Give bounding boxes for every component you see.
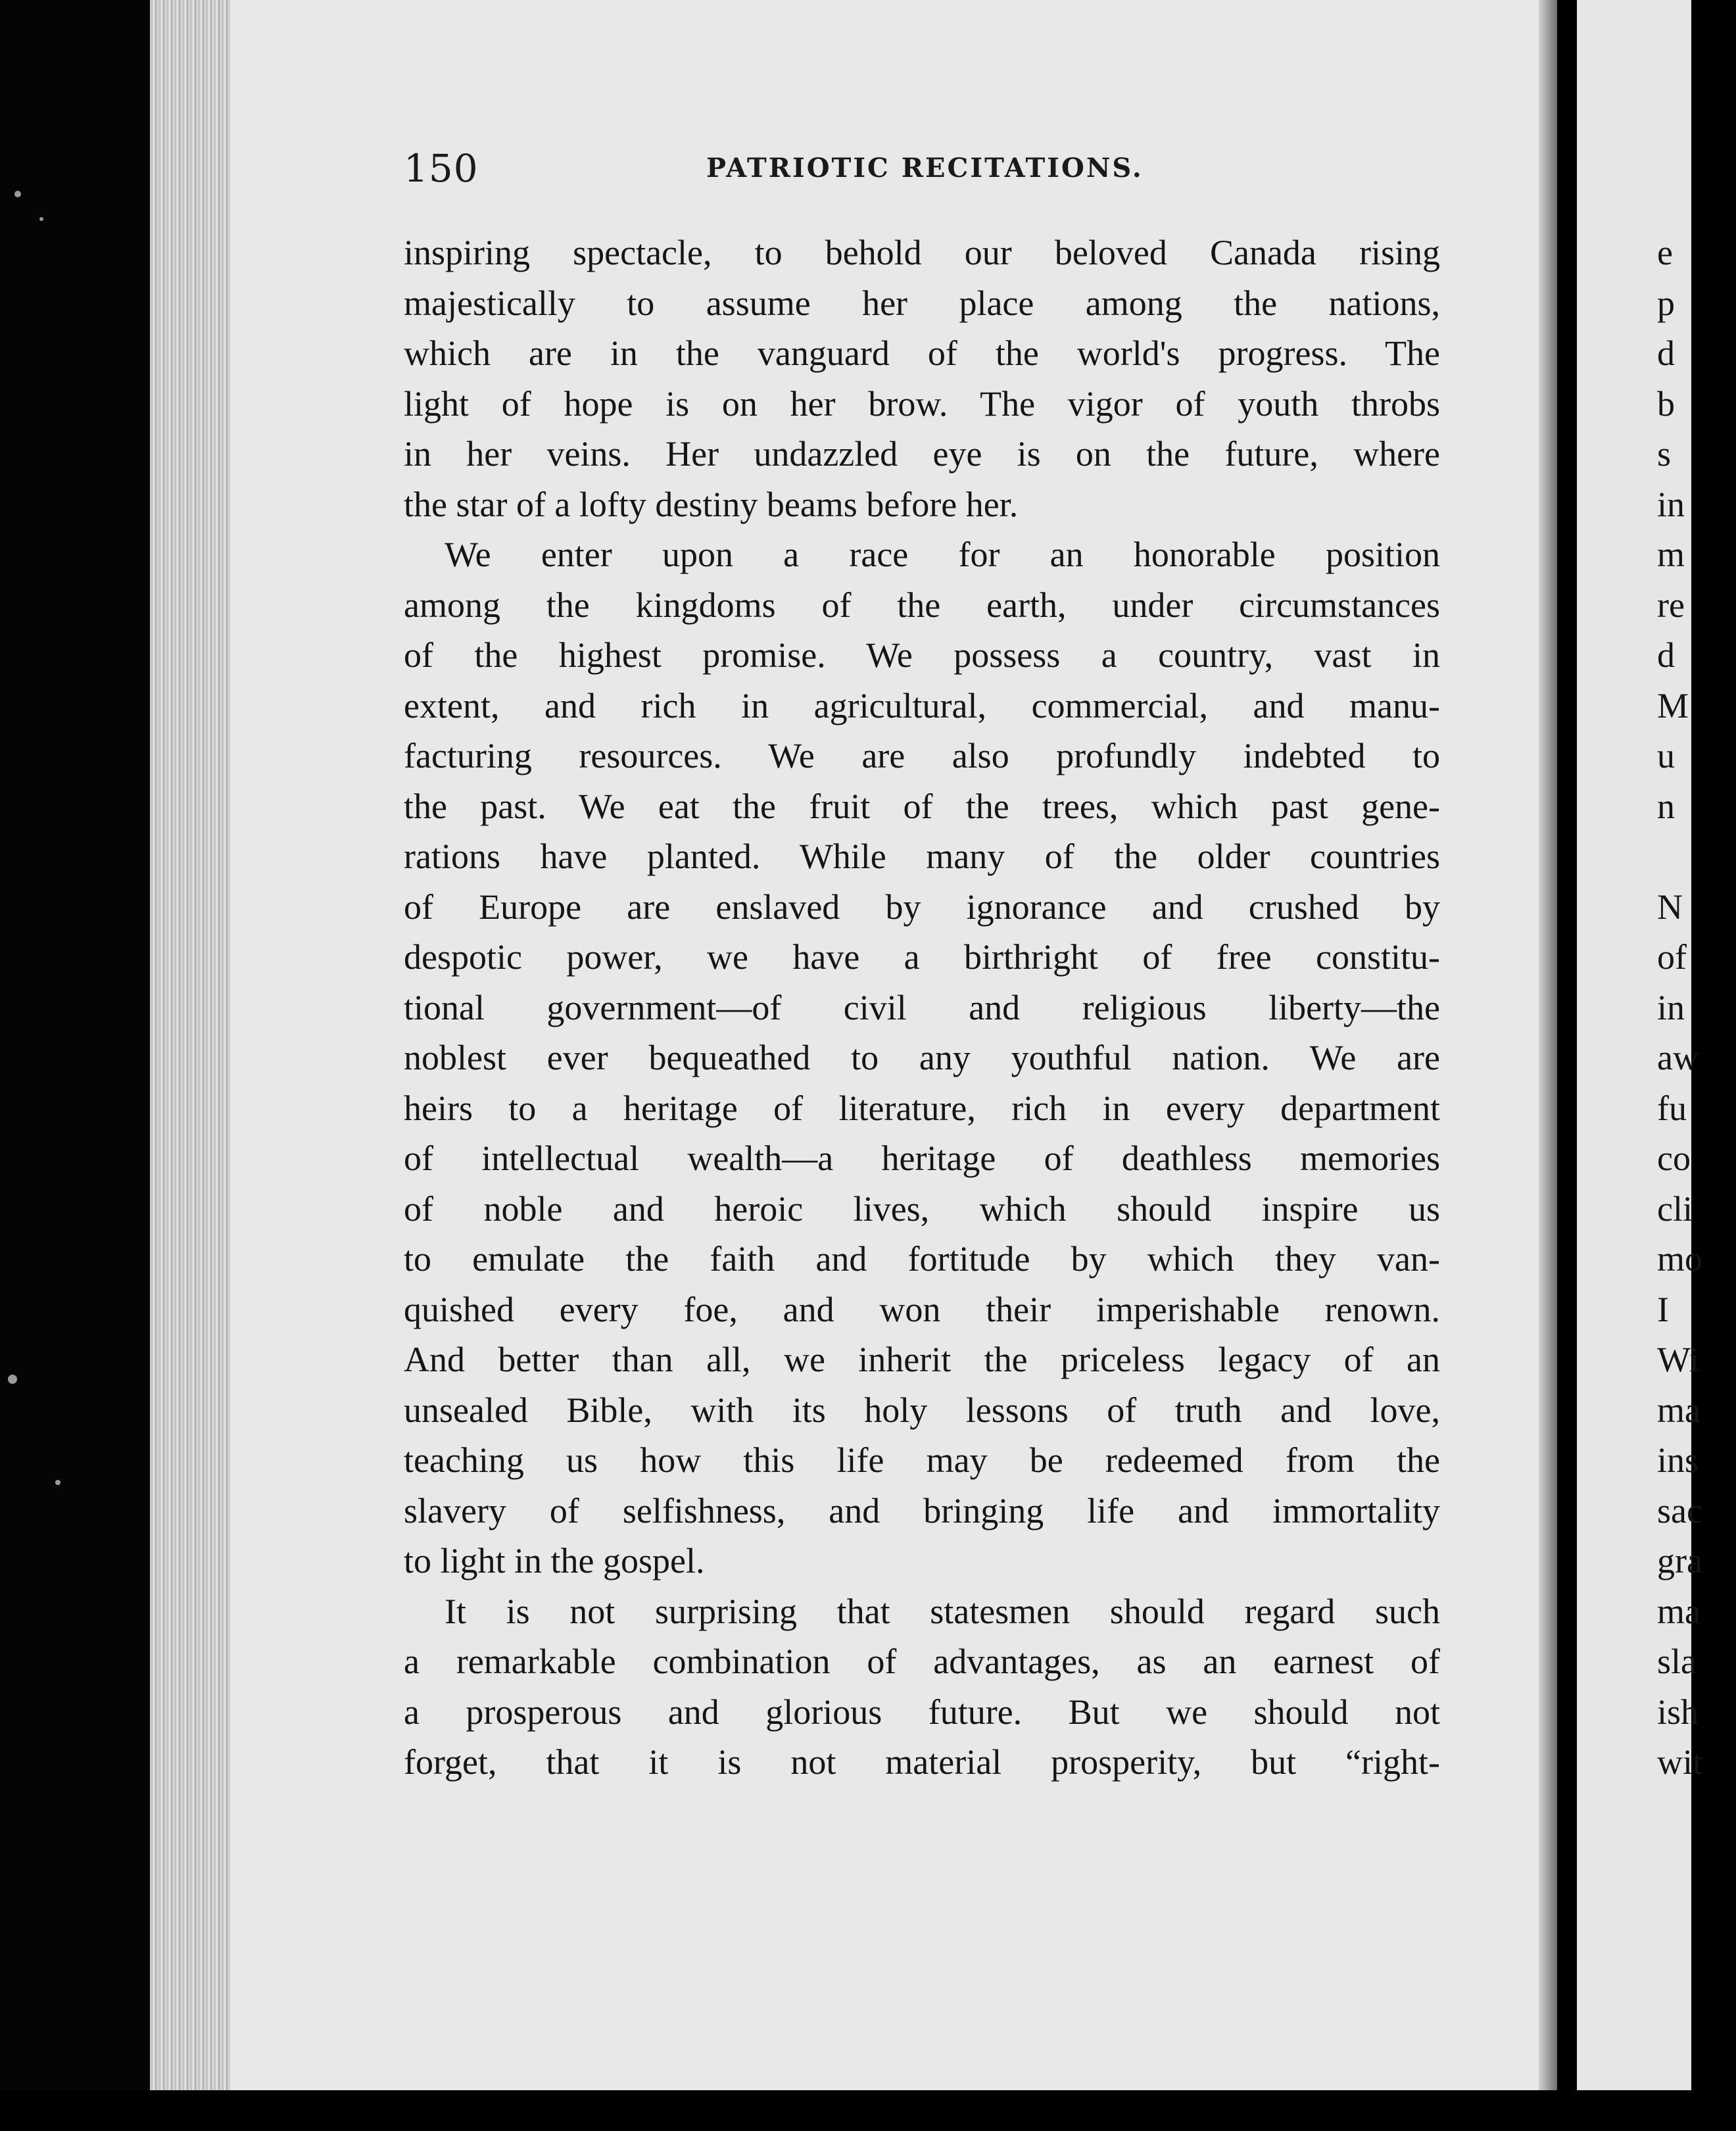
facing-fragment: M: [1657, 685, 1689, 725]
text-line: to light in the gospel.: [404, 1541, 705, 1580]
facing-fragment: in: [1657, 987, 1685, 1027]
body-text: [404, 228, 1440, 1788]
facing-fragment: in: [1657, 484, 1685, 524]
facing-fragment: ish: [1657, 1692, 1699, 1732]
facing-fragment: of: [1657, 937, 1687, 977]
facing-fragment: wit: [1657, 1742, 1703, 1782]
facing-fragment: mo: [1657, 1239, 1703, 1279]
dust-speck: [8, 1375, 17, 1384]
text-line: a remarkable combination of advantages, as an earnest of: [404, 1642, 1440, 1681]
text-line: tional government—of civil and religious liberty—the: [404, 987, 1440, 1027]
facing-fragment: Wi: [1657, 1340, 1699, 1379]
text-line: of the highest promise. We possess a country, vast in: [404, 635, 1440, 675]
text-line: the star of a lofty destiny beams before her.: [404, 484, 1019, 524]
book-gutter: [1557, 0, 1577, 2131]
facing-fragment: gra: [1657, 1541, 1702, 1580]
facing-fragment: fu: [1657, 1088, 1687, 1128]
text-line: light of hope is on her brow. The vigor of youth throbs: [404, 383, 1440, 424]
text-line: majestically to assume her place among the nations,: [404, 283, 1440, 323]
text-line: in her veins. Her undazzled eye is on the future, where: [404, 434, 1440, 474]
text-line: quished every foe, and won their imperishable renown.: [404, 1289, 1440, 1329]
facing-fragment: ins: [1657, 1440, 1699, 1480]
facing-fragment: sac: [1657, 1490, 1702, 1531]
text-line: rations have planted. While many of the older countries: [404, 837, 1440, 876]
facing-fragment: re: [1657, 585, 1685, 625]
facing-fragment: ma: [1657, 1390, 1700, 1430]
text-line: slavery of selfishness, and bringing life and immortality: [404, 1490, 1440, 1531]
facing-fragment: [1657, 831, 1736, 882]
facing-fragment: ma: [1657, 1591, 1700, 1631]
text-line: of intellectual wealth—a heritage of deathless memories: [404, 1139, 1440, 1178]
facing-fragment: b: [1657, 383, 1675, 424]
text-line: And better than all, we inherit the priceless legacy of an: [404, 1340, 1440, 1379]
dust-speck: [39, 217, 43, 221]
facing-page-text: [1657, 228, 1736, 1788]
text-line: which are in the vanguard of the world's progress. The: [404, 333, 1440, 373]
text-line: noblest ever bequeathed to any youthful nation. We are: [404, 1038, 1440, 1077]
text-line: teaching us how this life may be redeemed from the: [404, 1440, 1440, 1480]
facing-fragment: e: [1657, 233, 1673, 272]
facing-fragment: I: [1657, 1289, 1669, 1329]
facing-fragment: n: [1657, 786, 1675, 826]
text-line: the past. We eat the fruit of the trees, which past gene-: [404, 786, 1440, 826]
text-line: We enter upon a race for an honorable position: [445, 535, 1440, 574]
facing-fragment: cli: [1657, 1188, 1693, 1229]
dust-speck: [14, 191, 21, 197]
facing-fragment: s: [1657, 434, 1672, 474]
text-line: to emulate the faith and fortitude by which they van-: [404, 1239, 1440, 1279]
text-line: unsealed Bible, with its holy lessons of truth and love,: [404, 1390, 1440, 1430]
text-line: forget, that it is not material prosperity, but “right-: [404, 1742, 1440, 1782]
page-fold-shadow: [1539, 0, 1557, 2090]
text-line: heirs to a heritage of literature, rich in every department: [404, 1088, 1440, 1128]
text-line: It is not surprising that statesmen should regard such: [445, 1591, 1440, 1631]
dust-speck: [55, 1480, 60, 1485]
text-line: among the kingdoms of the earth, under circumstances: [404, 585, 1440, 625]
text-line: facturing resources. We are also profundly indebted to: [404, 736, 1440, 775]
text-line: extent, and rich in agricultural, commercial, and manu-: [404, 685, 1440, 725]
facing-fragment: m: [1657, 535, 1685, 574]
facing-fragment: p: [1657, 283, 1675, 323]
text-line: inspiring spectacle, to behold our beloved Canada rising: [404, 233, 1440, 272]
text-line: of noble and heroic lives, which should inspire us: [404, 1188, 1440, 1229]
page-number: 150: [404, 146, 479, 191]
facing-fragment: d: [1657, 333, 1675, 373]
facing-fragment: sla: [1657, 1642, 1697, 1681]
scan-bottom-border: [0, 2090, 1691, 2131]
text-line: despotic power, we have a birthright of free constitu-: [404, 937, 1440, 977]
facing-fragment: N: [1657, 887, 1683, 927]
facing-fragment: aw: [1657, 1038, 1699, 1077]
facing-fragment: u: [1657, 736, 1675, 775]
text-line: of Europe are enslaved by ignorance and crushed by: [404, 887, 1440, 927]
text-line: a prosperous and glorious future. But we should not: [404, 1692, 1440, 1732]
facing-fragment: co: [1657, 1139, 1691, 1178]
running-title: PATRIOTIC RECITATIONS.: [706, 153, 1144, 184]
running-head: [404, 146, 1440, 192]
facing-fragment: d: [1657, 635, 1675, 675]
